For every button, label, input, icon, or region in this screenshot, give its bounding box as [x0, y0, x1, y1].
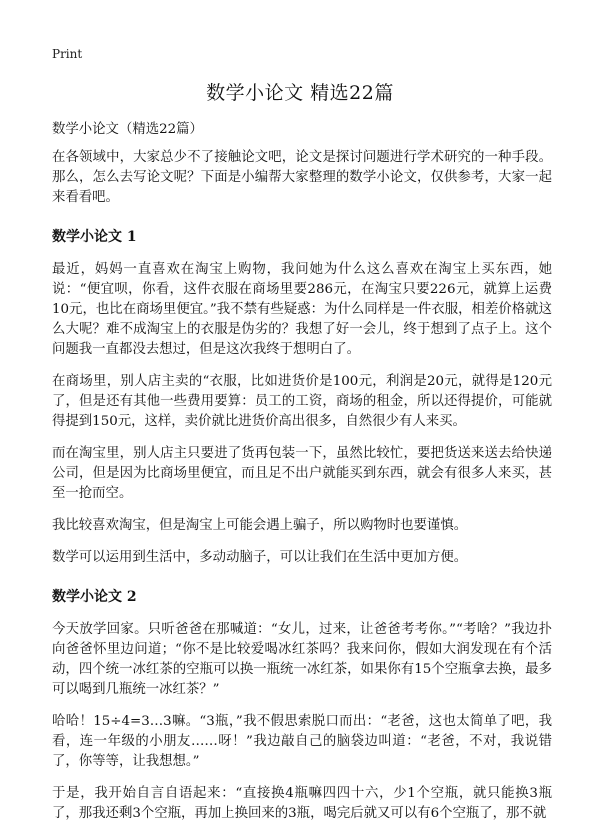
document-subtitle: 数学小论文（精选22篇） — [52, 122, 203, 137]
section2-paragraph: 于是，我开始自言自语起来：“直接换4瓶嘛四四十六，少1个空瓶，就只能换3瓶了，那我还剩3个空瓶，再加上换回来的3瓶，喝完后就又可以有6个空瓶了，那不就 — [52, 786, 552, 821]
document-title: 数学小论文 精选22篇 — [206, 82, 394, 104]
section1-paragraph: 最近，妈妈一直喜欢在淘宝上购物，我问她为什么这么喜欢在淘宝上买东西，她说：“便宜呗，你看，这件衣服在商场里要286元，在淘宝只要226元，就算上运费10元，也比在商场里便宜。”我不禁有些疑惑：为什么同样是一件衣服，相差价格就这么大呢？难不成淘宝上的衣服是伪劣的？我想了好一会儿，终于想到了点子上。这个问题我一直都没去想过，但是这次我终于想明白了。 — [52, 262, 552, 357]
section-heading-1: 数学小论文 1 — [52, 229, 137, 245]
section1-paragraph: 我比较喜欢淘宝，但是淘宝上可能会遇上骗子，所以购物时也要谨慎。 — [52, 518, 468, 533]
section1-paragraph: 数学可以运用到生活中，多动动脑子，可以让我们在生活中更加方便。 — [52, 550, 468, 565]
intro-paragraph: 在各领域中，大家总少不了接触论文吧，论文是探讨问题进行学术研究的一种手段。那么，怎么去写论文呢？下面是小编帮大家整理的数学小论文，仅供参考，大家一起来看看吧。 — [52, 150, 552, 205]
section-heading-2: 数学小论文 2 — [52, 589, 137, 605]
section1-paragraph: 在商场里，别人店主卖的“衣服，比如进货价是100元，利润是20元，就得是120元了，但是还有其他一些费用要算：员工的工资，商场的租金，所以还得提价，可能就得提到150元，这样，卖价就比进货价高出很多，自然很少有人来买。 — [52, 374, 552, 429]
section2-paragraph: 今天放学回家。只听爸爸在那喊道：“女儿，过来，让爸爸考考你。”“考啥？”我边扑向爸爸怀里边问道；“你不是比较爱喝冰红茶吗？我来问你，假如大润发现在有个活动，四个统一冰红茶的空瓶可以换一瓶统一冰红茶，如果你有15个空瓶拿去换，最多可以喝到几瓶统一冰红茶？” — [52, 622, 552, 697]
document-body — [52, 120, 552, 836]
print-label: Print — [52, 47, 83, 61]
section2-paragraph: 哈哈！15÷4=3…3嘛。“3瓶，”我不假思索脱口而出：“老爸，这也太简单了吧，我看，连一年级的小朋友……呀！”我边敲自己的脑袋边叫道：“老爸，不对，我说错了，你等等，让我想想。” — [52, 714, 552, 769]
section1-paragraph: 而在淘宝里，别人店主只要进了货再包装一下，虽然比较忙，要把货送来送去给快递公司，但是因为比商场里便宜，而且足不出户就能买到东西，就会有很多人来买，甚至一抢而空。 — [52, 446, 552, 501]
